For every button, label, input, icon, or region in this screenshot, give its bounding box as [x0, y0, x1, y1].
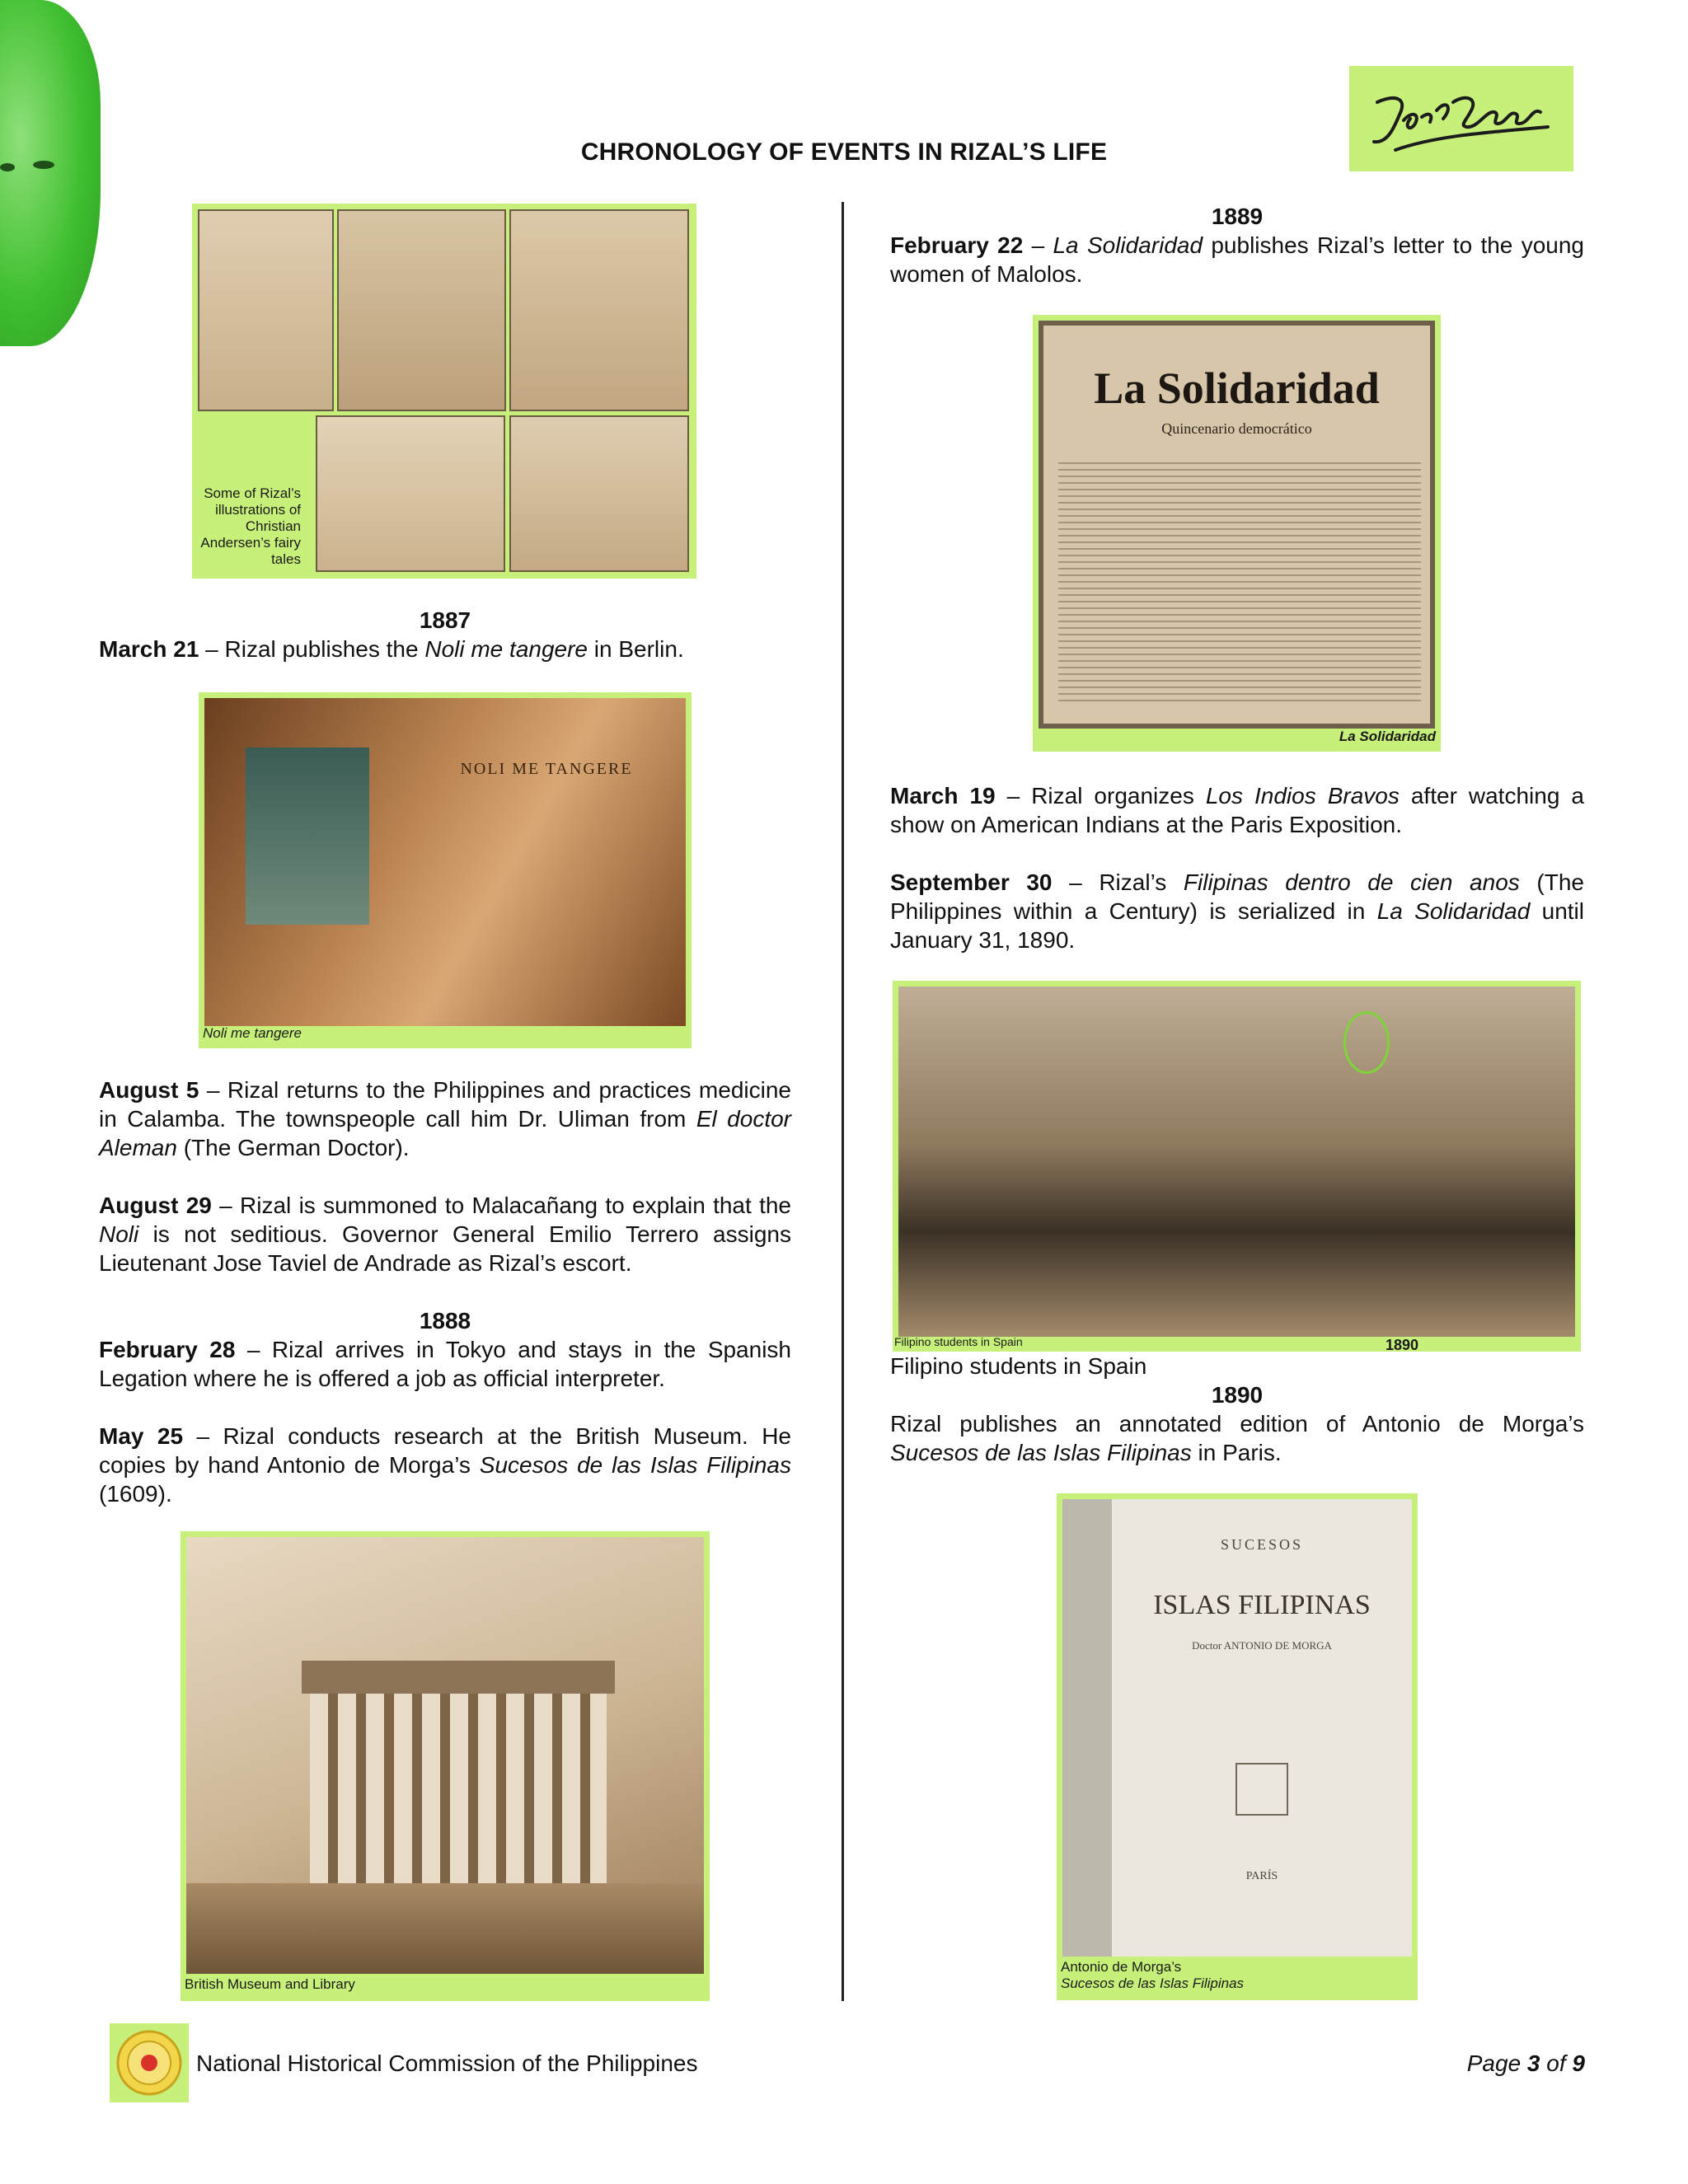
event-text: – Rizal organizes	[995, 783, 1206, 808]
illustration-panel	[509, 209, 689, 411]
rizal-photo	[246, 748, 369, 925]
british-museum-photo	[186, 1537, 704, 1974]
right-text-1889	[890, 202, 1584, 288]
book-main-title: ISLAS FILIPINAS	[1153, 1590, 1371, 1620]
column-divider	[842, 202, 844, 2001]
british-museum-figure	[181, 1531, 710, 2001]
students-caption-text: Filipino students in Spain	[890, 1353, 1147, 1379]
newspaper-subtitle: Quincenario democrático	[1161, 420, 1312, 437]
event-text: (The German Doctor).	[176, 1135, 410, 1160]
event-1890	[890, 1409, 1584, 1467]
event-text: – Rizal is summoned to Malacañang to explain that the	[211, 1193, 791, 1218]
event-text: – Rizal publishes the	[199, 636, 425, 662]
left-text-1887	[99, 606, 791, 663]
event-date: February 28	[99, 1337, 236, 1362]
event-text: – Rizal returns to the Philippines and practices medicine in Calamba. The townspeople call him Dr. Uliman from	[99, 1077, 791, 1132]
event-text: – Rizal arrives in Tokyo and stays in the Spanish Legation where he is offered a job as official interpreter.	[99, 1337, 791, 1391]
noli-book-title: NOLI ME TANGERE	[460, 760, 633, 778]
noli-book-photo	[204, 698, 686, 1026]
nhcp-seal-icon	[115, 2029, 183, 2097]
fairy-tale-illustrations-figure	[192, 204, 696, 579]
event-august-5	[99, 1076, 791, 1162]
event-february-28	[99, 1335, 791, 1393]
students-photo-caption: Filipino students in Spain	[894, 1335, 1023, 1348]
page-current: 3	[1526, 2050, 1540, 2076]
book-title: Noli me tangere	[424, 636, 588, 662]
event-date: May 25	[99, 1423, 184, 1449]
book-title: La Solidaridad	[1053, 232, 1203, 258]
fairy-tale-caption: Some of Rizal’s illustrations of Christian Andersen’s fairy tales	[200, 485, 301, 567]
event-may-25	[99, 1422, 791, 1508]
book-title: El doctor Aleman	[99, 1106, 791, 1160]
page-total: 9	[1572, 2050, 1585, 2076]
sucesos-book-figure	[1057, 1493, 1418, 2000]
page-number	[1467, 2050, 1585, 2077]
book-title: Filipinas dentro de cien anos	[1183, 869, 1520, 895]
book-title: Los Indios Bravos	[1205, 783, 1400, 808]
event-march-19	[890, 781, 1584, 839]
event-text: – Rizal conducts research at the British Museum. He copies by hand Antonio de Morga’s	[99, 1423, 791, 1478]
museum-street	[186, 1883, 704, 1974]
rizal-highlight-circle	[1343, 1011, 1390, 1074]
book-subtitle: SUCESOS	[1220, 1536, 1304, 1553]
event-text: Rizal publishes an annotated edition of Antonio de Morga’s	[890, 1411, 1584, 1436]
rizal-portrait	[0, 0, 101, 346]
nhcp-logo	[110, 2023, 189, 2102]
year-heading-1890: 1890	[1211, 1382, 1264, 1408]
footer-organization: National Historical Commission of the Philippines	[196, 2050, 698, 2076]
british-museum-caption: British Museum and Library	[185, 1976, 355, 1992]
event-text: – Rizal’s	[1052, 869, 1184, 895]
event-august-29	[99, 1191, 791, 1277]
illustration-panel	[198, 209, 334, 411]
sucesos-caption-line2: Sucesos de las Islas Filipinas	[1061, 1975, 1245, 1991]
filipino-students-figure	[893, 981, 1581, 1352]
book-place: PARÍS	[1245, 1870, 1278, 1882]
illustration-panel	[316, 415, 505, 572]
year-heading-1888: 1888	[419, 1308, 471, 1333]
newspaper-masthead: La Solidaridad	[1094, 363, 1380, 413]
year-heading-1887: 1887	[419, 607, 471, 633]
event-date: September 30	[890, 869, 1053, 895]
noli-book-figure	[199, 692, 692, 1048]
filipino-students-photo	[898, 987, 1575, 1337]
newspaper-columns	[1058, 457, 1421, 705]
event-text: is not seditious. Governor General Emilio Terrero assigns Lieutenant Jose Taviel de Andrade as Rizal’s escort.	[99, 1221, 791, 1276]
museum-roof	[302, 1661, 615, 1694]
event-text: (1609).	[99, 1481, 172, 1507]
left-text-events	[99, 1076, 791, 1508]
event-march-21	[99, 635, 791, 663]
page-title: CHRONOLOGY OF EVENTS IN RIZAL’S LIFE	[580, 138, 1108, 166]
event-text: –	[1023, 232, 1053, 258]
year-heading-1889: 1889	[1211, 204, 1264, 229]
event-date: August 29	[99, 1193, 212, 1218]
museum-columns	[310, 1694, 607, 1883]
noli-caption: Noli me tangere	[203, 1025, 302, 1041]
students-photo-year: 1890	[1386, 1337, 1419, 1353]
event-text: until January 31, 1890.	[890, 898, 1584, 953]
book-title: Sucesos de las Islas Filipinas	[890, 1440, 1192, 1465]
event-text: in Berlin.	[588, 636, 684, 662]
event-text: (The Philippines within a Century) is serialized in	[890, 869, 1584, 924]
event-date: August 5	[99, 1077, 199, 1103]
book-emblem	[1236, 1763, 1288, 1816]
right-text-1890	[890, 1352, 1584, 1467]
illustration-panel	[509, 415, 689, 572]
event-date: February 22	[890, 232, 1024, 258]
book-title: Noli	[99, 1221, 139, 1247]
right-text-events	[890, 781, 1584, 954]
event-date: March 21	[99, 636, 199, 662]
sucesos-book-photo	[1062, 1499, 1412, 1957]
event-text: in Paris.	[1191, 1440, 1282, 1465]
book-title: La Solidaridad	[1376, 898, 1531, 924]
event-september-30	[890, 868, 1584, 954]
book-title: Sucesos de las Islas Filipinas	[479, 1452, 791, 1478]
event-february-22	[890, 231, 1584, 288]
la-solidaridad-photo	[1039, 321, 1435, 729]
event-text: after watching a show on American Indians at the Paris Exposition.	[890, 783, 1584, 837]
event-date: March 19	[890, 783, 996, 808]
book-author: Doctor ANTONIO DE MORGA	[1192, 1639, 1332, 1652]
la-solidaridad-figure	[1033, 315, 1441, 752]
la-solidaridad-caption: La Solidaridad	[1339, 729, 1436, 744]
page-label: Page	[1466, 2050, 1527, 2076]
illustration-panel	[337, 209, 506, 411]
page-sep: of	[1540, 2050, 1573, 2076]
event-text: publishes Rizal’s letter to the young women of Malolos.	[890, 232, 1584, 287]
sucesos-caption-line1: Antonio de Morga’s	[1061, 1959, 1182, 1975]
